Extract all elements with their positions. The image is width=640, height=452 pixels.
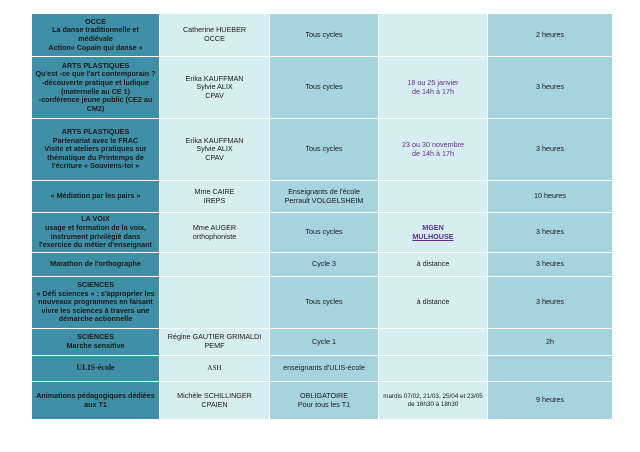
intervenant-cell: Régine GAUTIER GRIMALDI PEMF	[160, 329, 270, 356]
theme-cell: ARTS PLASTIQUES Partenariat avec le FRAC Visite et ateliers pratiques sur thématique du Printemps de l'écriture « Souviens-toi »	[32, 119, 160, 181]
duree-cell: 3 heures	[488, 277, 613, 329]
duree-cell: 3 heures	[488, 253, 613, 277]
duree-cell: 3 heures	[488, 213, 613, 253]
intervenant-cell: Catherine HUEBER OCCE	[160, 14, 270, 57]
public-cell: Tous cycles	[270, 213, 379, 253]
table-row	[32, 253, 613, 277]
table-row	[32, 356, 613, 382]
duree-cell	[488, 356, 613, 382]
dates-cell: 18 ou 25 janvier de 14h à 17h	[379, 57, 488, 119]
intervenant-cell	[160, 277, 270, 329]
duree-cell: 2 heures	[488, 14, 613, 57]
public-cell: Cycle 3	[270, 253, 379, 277]
table-row	[32, 382, 613, 420]
public-cell: enseignants d'ULIS-école	[270, 356, 379, 382]
dates-cell: MGEN MULHOUSE	[379, 213, 488, 253]
theme-cell: Marathon de l'orthographe	[32, 253, 160, 277]
table-row	[32, 57, 613, 119]
theme-cell: SCIENCES Marche sensitive	[32, 329, 160, 356]
public-cell: Tous cycles	[270, 277, 379, 329]
theme-cell: OCCE La danse traditionnelle et médiévale Action« Copain qui danse »	[32, 14, 160, 57]
public-cell: Tous cycles	[270, 57, 379, 119]
table-row	[32, 329, 613, 356]
duree-cell: 10 heures	[488, 181, 613, 213]
public-cell: Enseignants de l'école Perrault VOLGELSHEIM	[270, 181, 379, 213]
theme-cell: SCIENCES « Défi sciences » : s'approprier les nouveaux programmes en faisant vivre les sciences à travers une démarche actionnelle	[32, 277, 160, 329]
intervenant-cell: Michèle SCHILLINGER CPAIEN	[160, 382, 270, 420]
theme-cell: LA VOIX usage et formation de la voix, instrument privilégié dans l'exercice du métier d'enseignant	[32, 213, 160, 253]
intervenant-cell: Mme CAIRE IREPS	[160, 181, 270, 213]
intervenant-cell: Erika KAUFFMAN Sylvie ALIX CPAV	[160, 119, 270, 181]
dates-cell	[379, 329, 488, 356]
table-row	[32, 14, 613, 57]
theme-cell: ARTS PLASTIQUES Qu'est -ce que l'art contemporain ? -découverte pratique et ludique (maternelle au CE 1) -conférence jeune public (CE2 au CM2)	[32, 57, 160, 119]
intervenant-cell: ASH	[160, 356, 270, 382]
table-row	[32, 277, 613, 329]
theme-cell: Animations pédagogiques dédiées aux T1	[32, 382, 160, 420]
intervenant-cell: Mme AUGER orthophoniste	[160, 213, 270, 253]
intervenant-cell: Erika KAUFFMAN Sylvie ALIX CPAV	[160, 57, 270, 119]
public-cell: Tous cycles	[270, 119, 379, 181]
dates-cell	[379, 181, 488, 213]
table-row	[32, 181, 613, 213]
dates-cell: mardis 07/02, 21/03, 25/04 et 23/05 de 16h30 à 18h30	[379, 382, 488, 420]
duree-cell: 3 heures	[488, 119, 613, 181]
public-cell: Tous cycles	[270, 14, 379, 57]
duree-cell: 9 heures	[488, 382, 613, 420]
theme-cell: « Médiation par les pairs »	[32, 181, 160, 213]
public-cell: Cycle 1	[270, 329, 379, 356]
dates-cell: à distance	[379, 253, 488, 277]
table-row	[32, 213, 613, 253]
table-row	[32, 119, 613, 181]
mulhouse-link[interactable]: MULHOUSE	[412, 231, 454, 241]
public-cell: OBLIGATOIRE Pour tous les T1	[270, 382, 379, 420]
duree-cell: 2h	[488, 329, 613, 356]
duree-cell: 3 heures	[488, 57, 613, 119]
training-table	[31, 13, 613, 420]
dates-cell	[379, 14, 488, 57]
dates-cell: à distance	[379, 277, 488, 329]
theme-cell: ULIS-école	[32, 356, 160, 382]
intervenant-cell	[160, 253, 270, 277]
dates-cell	[379, 356, 488, 382]
dates-cell: 23 ou 30 novembre de 14h à 17h	[379, 119, 488, 181]
